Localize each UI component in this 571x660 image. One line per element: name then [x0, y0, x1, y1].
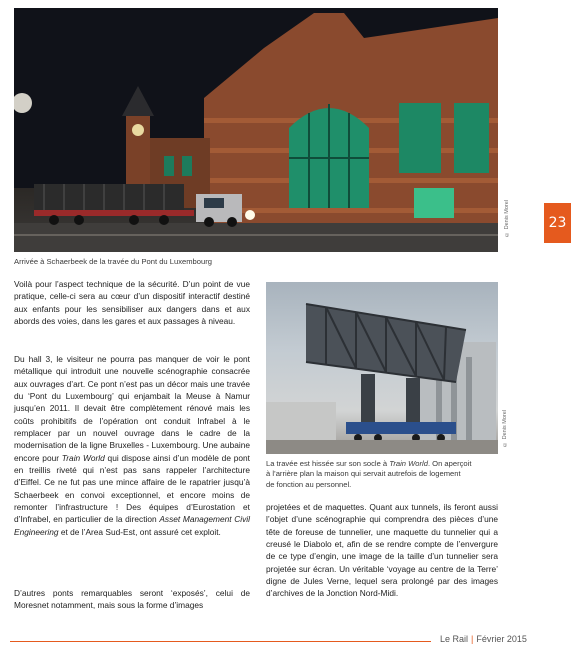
photo-caption-middle — [266, 459, 502, 490]
footer-separator: | — [471, 634, 474, 644]
caption-line-3: de fonction au personnel. — [266, 479, 352, 489]
bridge-span-illustration — [266, 282, 498, 454]
photo-caption-top: Arrivée à Schaerbeek de la travée du Pont du Luxembourg — [14, 257, 212, 266]
paragraph-safety: Voilà pour l’aspect technique de la sécurité. D’un point de vue pratique, celle-ci sera au cœur d’un dispositif interactif destiné aux enfants pour les sensibiliser aux dangers dans et aux abords des voies, dans les gares et aux passages à niveau. — [14, 279, 250, 327]
bridge-text-2: qui dispose ainsi d’un modèle de pont en treillis riveté qui n’est pas sans rappeler l’architecture d’Eiffel. Ce ne fut pas une mince affaire de le rapatrier jusqu’à Schaerbeek en convoi exceptionnel, et encore moins de remonter l’infrastructure ! Des équipes d’Eurostation et d’Infrabel, en particulier de la direction — [14, 452, 250, 525]
paragraph-tunnels: projetées et de maquettes. Quant aux tunnels, ils feront aussi l’objet d’une scénographie qui comprendra des pièces d’une tête de foreuse de tunnelier, une maquette du tunnelier qui a creusé le Diabolo et, afin de se rendre compte de l’envergure de ce type d’engin, une image de la taille d’un tunnelier sera projetée sur écran. Un véritable ‘voyage au centre de la Terre’ digne de Jules Verne, lequel sera prolongé par des images d’archives de la Jonction Nord-Midi. — [266, 502, 498, 599]
photo-credit-middle: © Denis Morel — [502, 410, 508, 447]
footer — [440, 634, 527, 644]
station-night-illustration — [14, 8, 498, 252]
bridge-text-3: et de l’Area Sud-Est, ont assuré cet exploit. — [58, 526, 221, 537]
page-number-tab: 23 — [544, 203, 571, 243]
caption-line-1: La travée est hissée sur son socle à Train World. On aperçoit — [266, 459, 472, 468]
photo-credit-top: © Denis Morel — [504, 200, 510, 237]
bridge-asset-management: Asset Management Civil Engineering — [14, 514, 250, 537]
caption-line-2: à l’arrière plan la maison qui servait autrefois de logement — [266, 469, 461, 479]
paragraph-bridge — [14, 353, 250, 538]
paragraph-other-bridges: D’autres ponts remarquables seront ‘exposés’, celui de Moresnet notamment, mais sous la forme d’images — [14, 588, 250, 611]
photo-bridge-span-lifted — [266, 282, 498, 454]
bridge-text-1: Du hall 3, le visiteur ne pourra pas manquer de voir le pont métallique qui introduit une nouvelle scénographie consacrée aux ouvrages d’art. Ce pont n’est pas un décor mais une travée du ‘Pont du Luxembourg’ qui enjambait la Meuse à Namur jusqu’en 2011. Il devait être complètement rénové mais les coûts prohibitifs de l’opération ont conduit Infrabel à le remplacer par un nouvel ouvrage dans le cadre de la modernisation de la ligne Bruxelles - Luxembourg. Une aubaine encore pour — [14, 354, 250, 463]
bridge-train-world: Train World — [61, 452, 105, 463]
footer-rule — [10, 641, 431, 642]
footer-date: Février 2015 — [476, 634, 527, 644]
photo-schaerbeek-station — [14, 8, 498, 252]
footer-magazine: Le Rail — [440, 634, 469, 644]
